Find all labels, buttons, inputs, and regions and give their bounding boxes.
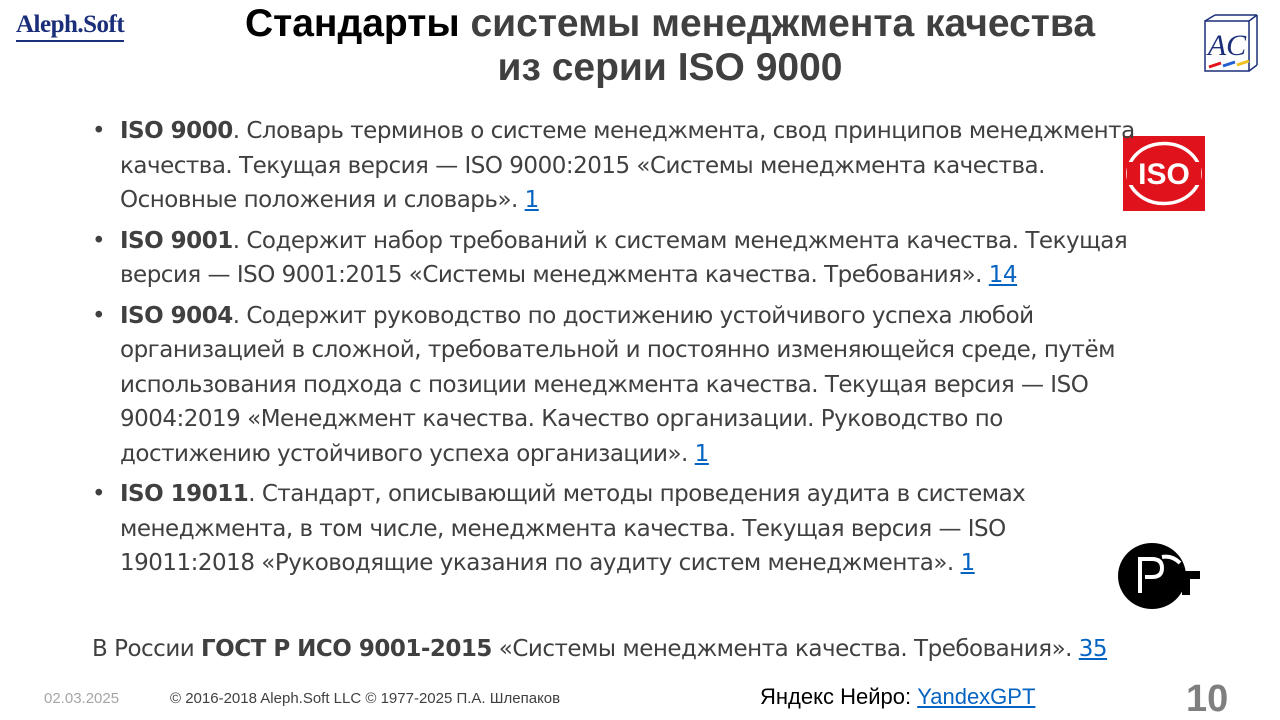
ai-label: Яндекс Нейро: (760, 684, 918, 709)
page-number: 10 (1186, 678, 1229, 720)
russia-prefix: В России (92, 636, 202, 662)
ac-corner-logo (1203, 13, 1259, 75)
standard-description: . Содержит руководство по достижению устойчивого успеха любой организацией в сложной, требовательной и постоянно изменяющейся среде, путём использования подхода с позиции менеджмента качества. Текущая версия — ISO 9004:2019 «Менеджмент качества. Качество организации. Руководство по достижению устойчивого успеха организации». (120, 302, 1115, 467)
standard-name: ISO 9001 (120, 227, 233, 254)
reference-link[interactable]: 14 (988, 262, 1018, 288)
bullet-dot: • (92, 481, 106, 507)
list-item (90, 477, 1140, 581)
slide-title (180, 0, 1160, 90)
standards-list (90, 114, 1140, 587)
standard-description: . Словарь терминов о системе менеджмента, свод принципов менеджмента качества. Текущая версия — ISO 9000:2015 «Системы менеджмента качества. Основные положения и словарь». (120, 118, 1135, 213)
standard-description: . Содержит набор требований к системам менеджмента качества. Текущая версия — ISO 9001:2015 «Системы менеджмента качества. Требования». (120, 227, 1128, 288)
russia-standard-note (92, 632, 1192, 666)
rst-certification-logo (1116, 541, 1202, 611)
list-item (90, 299, 1140, 472)
bullet-dot: • (92, 118, 106, 144)
reference-link[interactable]: 1 (960, 550, 975, 576)
standard-name: ISO 9004 (120, 302, 233, 329)
bullet-dot: • (92, 302, 106, 329)
yandexgpt-link[interactable]: YandexGPT (917, 684, 1036, 709)
title-accent-word: Стандарты (244, 2, 460, 45)
svg-text:AC: AC (1207, 29, 1247, 62)
reference-link[interactable]: 35 (1078, 636, 1108, 662)
reference-link[interactable]: 1 (694, 440, 709, 467)
gost-standard-name: ГОСТ Р ИСО 9001-2015 (201, 636, 492, 662)
title-rest: системы менеджмента качества (459, 2, 1096, 45)
standard-name: ISO 19011 (120, 481, 249, 507)
footer-date: 02.03.2025 (44, 690, 120, 707)
svg-text:ISO: ISO (1138, 158, 1190, 191)
gost-description: «Системы менеджмента качества. Требования». (491, 636, 1079, 662)
list-item (90, 224, 1140, 293)
bullet-dot: • (92, 227, 106, 254)
standard-name: ISO 9000 (120, 118, 233, 144)
list-item (90, 114, 1140, 218)
aleph-soft-logo: Aleph.Soft (16, 10, 124, 42)
title-line-2: из серии ISO 9000 (497, 46, 843, 89)
standard-description: . Стандарт, описывающий методы проведения аудита в системах менеджмента, в том числе, менеджмента качества. Текущая версия — ISO 19011:2018 «Руководящие указания по аудиту систем менеджмента». (120, 481, 1026, 576)
title-line-1 (180, 2, 1160, 46)
footer-ai-credit (760, 684, 1035, 710)
reference-link[interactable]: 1 (524, 187, 539, 213)
footer-copyright: © 2016-2018 Aleph.Soft LLC © 1977-2025 П.А. Шлепаков (170, 690, 561, 707)
